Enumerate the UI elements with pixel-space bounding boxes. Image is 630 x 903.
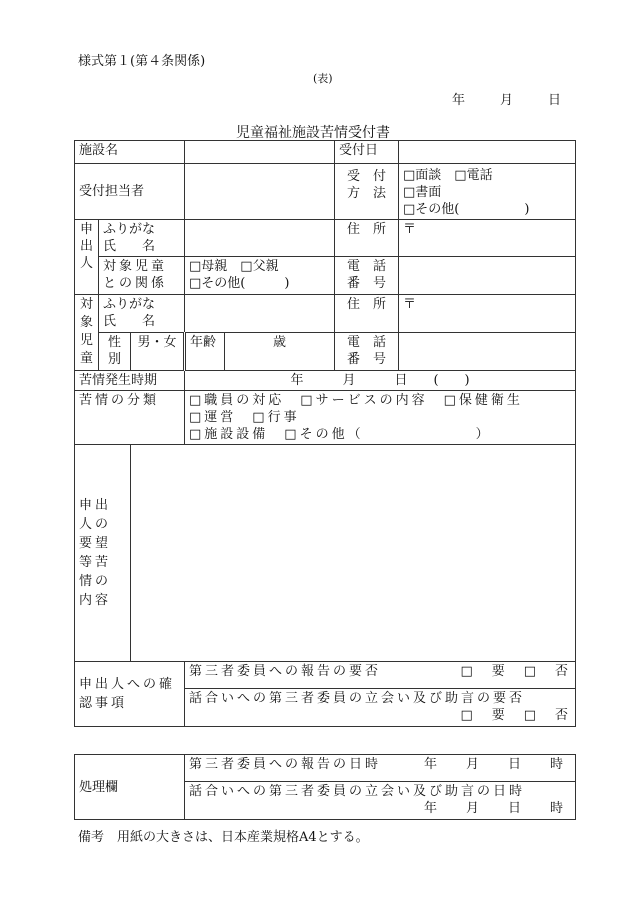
- confirm-report-row: [185, 662, 576, 689]
- child-phone-label: 電 話 番 号: [335, 333, 399, 371]
- applicant-name-field[interactable]: [185, 220, 335, 257]
- complaint-form-table: [74, 140, 576, 727]
- confirm-report-label: 第三者委員への報告の要否: [189, 664, 382, 679]
- facility-field[interactable]: [185, 141, 335, 164]
- processing-table: [74, 754, 576, 820]
- confirm-report-options[interactable]: □ 要 □ 否: [460, 664, 572, 679]
- form-side-label: (表): [313, 72, 333, 85]
- confirm-meeting-row: [185, 689, 576, 727]
- footer-note: 備考 用紙の大きさは、日本産業規格A4とする。: [78, 830, 369, 845]
- applicant-phone-field[interactable]: [399, 257, 576, 295]
- method-option-line[interactable]: □その他( ): [403, 202, 530, 217]
- method-options[interactable]: [399, 164, 576, 220]
- occurrence-field[interactable]: 年 月 日 ( ): [185, 371, 576, 391]
- category-option-line[interactable]: □職員の対応 □サービスの内容 □保健衛生: [189, 393, 523, 408]
- sex-label: 性 別: [99, 333, 131, 371]
- name-label: 氏 名: [103, 314, 156, 329]
- form-number: 様式第１(第４条関係): [78, 54, 206, 69]
- applicant-label: 申 出 人: [75, 220, 99, 295]
- category-option-line[interactable]: □施設設備 □その他（ ）: [189, 427, 492, 442]
- method-option-line[interactable]: □面談 □電話: [403, 168, 493, 183]
- child-name-field[interactable]: [185, 295, 335, 333]
- category-option-line[interactable]: □運営 □行事: [189, 410, 300, 425]
- receipt-date-field[interactable]: [399, 141, 576, 164]
- furigana-name-label: [99, 220, 185, 257]
- report-datetime-fields[interactable]: 年 月 日 時: [423, 757, 571, 772]
- postal-mark: 〒: [403, 297, 417, 312]
- postal-mark: 〒: [403, 222, 417, 237]
- report-datetime-label: 第三者委員への報告の日時: [189, 757, 382, 772]
- applicant-address-label: 住 所: [335, 220, 399, 257]
- age-label: 年齢: [185, 333, 225, 371]
- confirm-meeting-label: 話合いへの第三者委員の立会い及び助言の要否: [189, 691, 526, 706]
- furigana-label: ふりがな: [103, 222, 156, 237]
- request-content-field[interactable]: [131, 445, 576, 662]
- child-phone-field[interactable]: [399, 333, 576, 371]
- relation-options[interactable]: [185, 257, 335, 295]
- process-label: 処理欄: [75, 755, 185, 820]
- age-unit: 歳: [273, 335, 287, 350]
- request-label: 申出人の 要望等苦 情の内容: [75, 445, 131, 662]
- occurrence-label: 苦情発生時期: [75, 371, 185, 391]
- category-options[interactable]: [185, 391, 576, 445]
- relation-option-line[interactable]: □その他( ): [189, 276, 290, 291]
- report-datetime-row: [185, 755, 576, 782]
- page-title: 児童福祉施設苦情受付書: [236, 125, 390, 141]
- category-label: 苦情の分類: [75, 391, 185, 445]
- relation-label: 対象児童 との関係: [99, 257, 185, 295]
- staff-label: 受付担当者: [75, 164, 185, 220]
- staff-field[interactable]: [185, 164, 335, 220]
- date-line: 年 月 日: [452, 93, 565, 108]
- applicant-address-field[interactable]: [399, 220, 576, 257]
- child-address-field[interactable]: [399, 295, 576, 333]
- relation-option-line[interactable]: □母親 □父親: [189, 259, 279, 274]
- meeting-datetime-fields[interactable]: 年 月 日 時: [423, 801, 571, 816]
- child-furigana-name-label: [99, 295, 185, 333]
- child-label: 対 象 児 童: [75, 295, 99, 371]
- child-address-label: 住 所: [335, 295, 399, 333]
- applicant-phone-label: 電 話 番 号: [335, 257, 399, 295]
- sex-value[interactable]: 男・女: [131, 333, 185, 371]
- meeting-datetime-row: [185, 782, 576, 820]
- method-option-line[interactable]: □書面: [403, 185, 442, 200]
- confirm-meeting-options[interactable]: □ 要 □ 否: [460, 708, 572, 723]
- age-field[interactable]: [225, 333, 335, 371]
- confirm-label: 申出人への確 認事項: [75, 662, 185, 727]
- name-label: 氏 名: [103, 239, 156, 254]
- meeting-datetime-label: 話合いへの第三者委員の立会い及び助言の日時: [189, 784, 526, 799]
- furigana-label: ふりがな: [103, 297, 156, 312]
- method-label: 受 付 方 法: [335, 164, 399, 220]
- receipt-date-label: 受付日: [335, 141, 399, 164]
- facility-label: 施設名: [75, 141, 185, 164]
